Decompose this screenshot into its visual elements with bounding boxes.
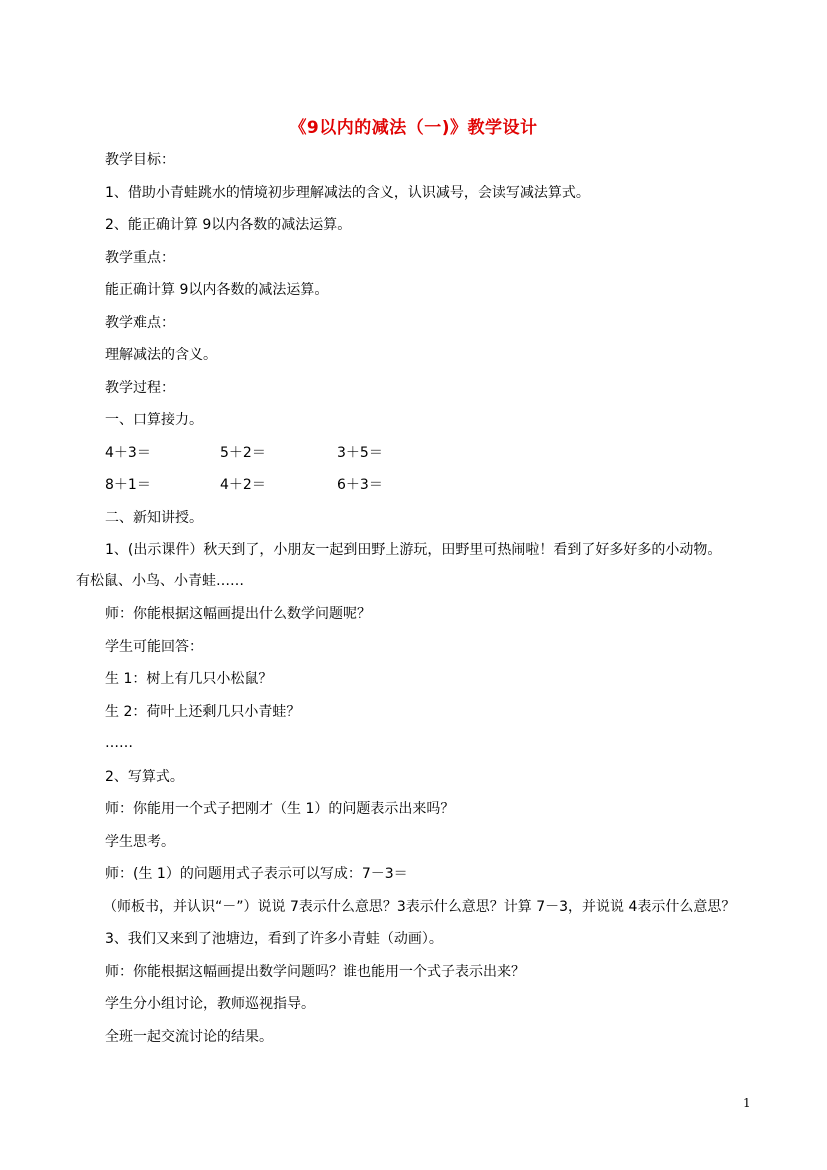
step-oral-arithmetic: 一、口算接力。 [105,412,203,428]
objective-2: 2、能正确计算 9以内各数的减法运算。 [105,217,352,233]
section-heading-objectives: 教学目标： [105,152,175,168]
key-point-text: 能正确计算 9以内各数的减法运算。 [105,282,329,298]
oral-item: 8＋1＝ [105,477,151,493]
oral-item: 5＋2＝ [220,445,266,461]
section-heading-difficulty: 教学难点： [105,315,175,331]
class-sharing: 全班一起交流讨论的结果。 [105,1029,273,1045]
paragraph-courseware: 1、(出示课件）秋天到了，小朋友一起到田野上游玩，田野里可热闹啦！看到了好多好多的小动物。 [105,542,722,558]
student-answer-1: 生 1：树上有几只小松鼠？ [105,671,273,687]
ellipsis-line: …… [105,735,133,751]
document-title: 《9以内的减法（一)》教学设计 [289,118,538,138]
oral-item: 4＋3＝ [105,445,151,461]
section-heading-key-point: 教学重点： [105,250,175,266]
student-answer-2: 生 2：荷叶上还剩几只小青蛙？ [105,704,301,720]
student-possible-answers: 学生可能回答： [105,639,203,655]
section-heading-process: 教学过程： [105,380,175,396]
teacher-formula: 师：(生 1）的问题用式子表示可以写成：7－3＝ [105,866,408,882]
teacher-question-1: 师：你能根据这幅画提出什么数学问题呢？ [105,606,371,622]
teacher-board-note: （师板书，并认识“－”）说说 7表示什么意思？3表示什么意思？计算 7－3，并说说 4表示什么意思？ [103,899,736,915]
oral-item: 6＋3＝ [337,477,383,493]
difficulty-text: 理解减法的含义。 [105,347,217,363]
step-new-knowledge: 二、新知讲授。 [105,510,203,526]
page-number: 1 [743,1096,751,1110]
step-write-formula: 2、写算式。 [105,769,184,785]
paragraph-courseware-continued: 有松鼠、小鸟、小青蛙…… [76,573,244,589]
teacher-question-3: 师：你能根据这幅画提出数学问题吗？谁也能用一个式子表示出来？ [105,964,525,980]
oral-item: 3＋5＝ [337,445,383,461]
objective-1: 1、借助小青蛙跳水的情境初步理解减法的含义，认识减号，会读写减法算式。 [105,185,590,201]
step-pond-scene: 3、我们又来到了池塘边，看到了许多小青蛙（动画）。 [105,931,443,947]
oral-item: 4＋2＝ [220,477,266,493]
teacher-question-2: 师：你能用一个式子把刚才（生 1）的问题表示出来吗？ [105,801,455,817]
students-think: 学生思考。 [105,834,175,850]
group-discussion: 学生分小组讨论，教师巡视指导。 [105,996,315,1012]
